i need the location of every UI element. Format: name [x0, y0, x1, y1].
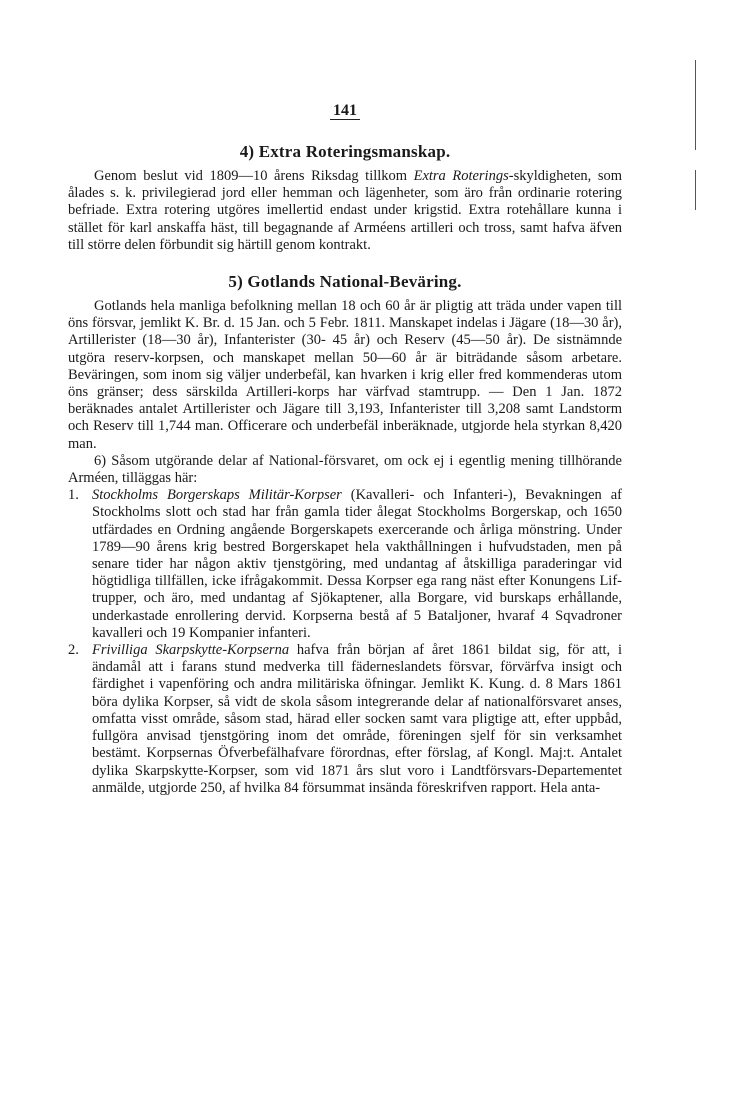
list-item [68, 487, 622, 642]
section-4-paragraph: Genom beslut vid 1809—10 årens Riksdag tillkom Extra Roterings-skyldigheten, som ålades s. k. privilegierad jord eller hemman och lägenheter, som äro från ordinarie rotering befriade. Extra rotering utgöres imellertid endast under krigstid. Extra rotehållare kunna i stället för karl anskaffa häst, till begagnande af Arméens artilleri och tross, samt hafva äfven till större delen förbundit sig härtill genom kontrakt. [68, 168, 622, 253]
section-4-heading: 4) Extra Roteringsmanskap. [239, 142, 451, 161]
section-6-intro: 6) Såsom utgörande delar af National-försvaret, om ock ej i egentlig mening tillhörande Arméen, tilläggas här: [68, 452, 622, 487]
list-item-text: Frivilliga Skarpskytte-Korpserna hafva från början af året 1861 bildat sig, för att, i ändamål att i farans stund medverka till fäderneslandets försvar, förvärfva insigt och färdighet i vapenföring och andra militäriska öfningar. Jemlikt K. Kung. d. 8 Mars 1861 böra dylika Korpser, så vidt de skola såsom integrerande delar af nationalförsvaret anses, omfatta visst område, såsom stad, härad eller socken samt vara pligtige att, efter uppbåd, fullgöra anvisad tjenstgöring inom det område, föreningen sjelf för sin verksamhet bestämt. Korpsernas Öfverbefälhafvare förordnas, efter förslag, af Kongl. Maj:t. Antalet dylika Skarpskytte-Korpser, som vid 1871 års slut voro i Landtförsvars-Departementet anmälde, utgjorde 250, af hvilka 84 försummat insända föreskrifven rapport. Hela anta- [92, 642, 623, 796]
list-item-number: 1. [68, 487, 79, 504]
list-item-text: Stockholms Borgerskaps Militär-Korpser (Kavalleri- och Infanteri-), Bevakningen af Stockholms slott och stad har från gamla tider ålegat Stockholms Borgerskap, och 1650 utfärdades en Ordning angående Borgerskapets exercerande och årliga mönstring. Under 1789—90 årens krig bestred Borgerskapet hela vakthållningen i hufvudstaden, men på senare tider har någon aktiv tjenstgöring, med undantag af åtskilliga paraderingar vid högtidliga tillfällen, icke ifrågakommit. Dessa Korpser ega rang näst efter Konungens Lif-trupper, och äro, med undantag af Sjökaptener, alla Borgare, vid burskaps erhållande, underkastade enrollering dervid. Korpserna bestå af 5 Bataljoner, hvaraf 4 Sqvadroner kavalleri och 19 Kompanier infanteri. [92, 487, 622, 641]
section-5-heading: 5) Gotlands National-Beväring. [228, 272, 462, 292]
list-item-title: Frivilliga Skarpskytte-Korpserna [92, 642, 290, 659]
list-item-title: Stockholms Borgerskaps Militär-Korpser [92, 487, 342, 504]
page-edge-line-lower [695, 170, 696, 210]
section-5-paragraph: Gotlands hela manliga befolkning mellan 18 och 60 år är pligtig att träda under vapen till öns försvar, jemlikt K. Br. d. 15 Jan. och 5 Febr. 1811. Manskapet indelas i Jägare (18—30 år), Artillerister (18—30 år), Infanterister (30- 45 år) och Reserv (45—50 år). De sistnämnde utgöra reserv-korpsen, och manskapet mellan 50—60 år är biträdande såsom arbetare. Beväringen, som inom sig väljer underbefäl, kan hvarken i krig eller fred kommenderas utom öns gränser; dess särskilda Artilleri-korps har värfvad stamtrupp. — Den 1 Jan. 1872 beräknades antalet Artillerister och Jägare till 3,193, Infanterister till 3,208 samt Landstorm och Reserv till 1,744 man. Officerare och underbefäl inberäknade, utgjorde hela styrkan 8,420 man. [68, 298, 622, 452]
section-4-italic-term: Extra Roterings- [413, 168, 514, 184]
list-item-number: 2. [68, 642, 79, 659]
page-number: 141 [68, 102, 622, 120]
list-item [68, 642, 622, 797]
page-edge-line [695, 60, 696, 150]
document-page [68, 102, 622, 797]
